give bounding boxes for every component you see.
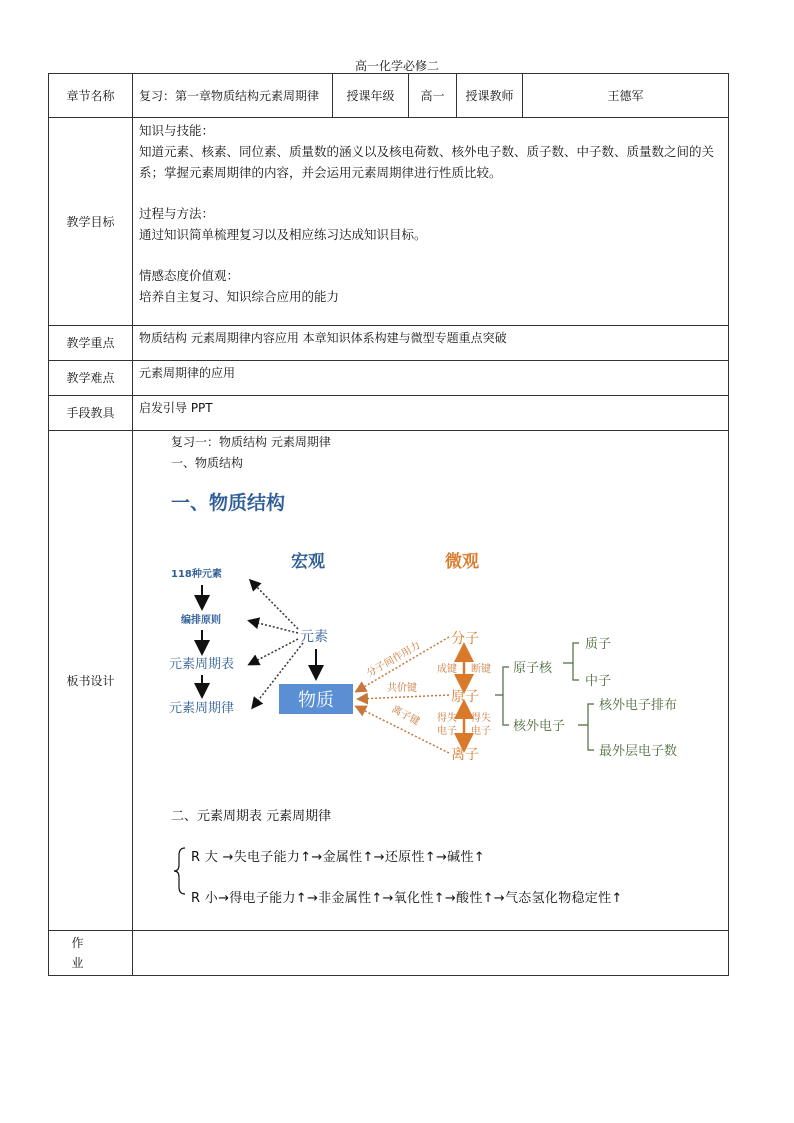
form-bond-label: 成键 [437, 664, 457, 675]
process-text: 通过知识简单梳理复习以及相应练习达成知识目标。 [139, 227, 427, 242]
review-title: 复习一：物质结构 元素周期律 [171, 435, 331, 449]
arrangement-label: 编排原则 [181, 615, 221, 626]
document-title: 高一化学必修二 [354, 59, 439, 73]
emotion-text: 培养自主复习、知识综合应用的能力 [139, 289, 340, 304]
key-points-text: 物质结构 元素周期律内容应用 本章知识体系构建与微型专题重点突破 [133, 326, 729, 361]
teacher-value: 王德军 [523, 74, 729, 118]
intermolecular-label: 分子间作用力 [365, 640, 423, 680]
lose-electron-label: 得失 [437, 713, 457, 724]
knowledge-text: 知道元素、核素、同位素、质量数的涵义以及核电荷数、核外电子数、质子数、中子数、质量数之间的关系；掌握元素周期律的内容，并会运用元素周期律进行性质比较。 [139, 144, 715, 180]
ion-label: 离子 [451, 747, 479, 763]
covalent-label: 共价键 [387, 683, 417, 694]
difficult-points-label: 教学难点 [49, 361, 133, 396]
macro-label: 宏观 [291, 552, 325, 572]
break-bond-label: 断键 [471, 664, 491, 675]
key-points-label: 教学重点 [49, 326, 133, 361]
elements118-label: 118种元素 [171, 569, 222, 580]
homework-content [133, 931, 729, 976]
tools-label: 手段教具 [49, 396, 133, 431]
homework-row [49, 931, 729, 976]
proton-label: 质子 [585, 637, 612, 652]
nucleus-brace [563, 643, 579, 680]
arrow-element-to-rule [250, 621, 298, 633]
difficult-points-text: 元素周期律的应用 [133, 361, 729, 396]
teacher-label: 授课教师 [457, 74, 523, 118]
arrow-atom-to-substance [359, 695, 449, 699]
atom-label: 原子 [451, 689, 479, 705]
extranuclear-label: 核外电子 [513, 719, 566, 734]
board-content [133, 431, 729, 931]
chapter-label: 章节名称 [49, 74, 133, 118]
electron-brace [578, 704, 594, 750]
rule-small-radius: R 小→得电子能力↑→非金属性↑→氧化性↑→酸性↑→气态氢化物稳定性↑ [191, 891, 623, 906]
arrangement-electron-label: 核外电子排布 [599, 698, 678, 713]
tools-text: 启发引导 PPT [133, 396, 729, 431]
periodic-table-label: 元素周期表 [169, 657, 235, 672]
objectives-content [133, 118, 729, 326]
neutron-label: 中子 [585, 674, 612, 689]
structure-diagram [133, 531, 729, 781]
key-points-row [49, 326, 729, 361]
arrow-element-to-table [250, 639, 298, 664]
atom-brace [495, 667, 509, 725]
emotion-title: 情感态度价值观： [139, 268, 240, 283]
difficult-points-row [49, 361, 729, 396]
structure-big-title: 一、物质结构 [171, 492, 286, 514]
homework-label: 作业 [49, 931, 133, 976]
chapter-value: 复习：第一章物质结构元素周期律 [133, 74, 333, 118]
section1-heading: 一、物质结构 [171, 456, 244, 470]
micro-label: 微观 [445, 552, 479, 572]
info-row [49, 74, 729, 118]
process-title: 过程与方法： [139, 206, 215, 221]
element-label: 元素 [300, 629, 328, 645]
board-label: 板书设计 [49, 431, 133, 931]
molecule-label: 分子 [451, 631, 479, 647]
section2-heading: 二、元素周期表 元素周期律 [171, 809, 332, 824]
objectives-label: 教学目标 [49, 118, 133, 326]
lesson-plan-table [48, 73, 729, 976]
periodic-law-label: 元素周期律 [169, 701, 235, 716]
tools-row [49, 396, 729, 431]
rule-brace [173, 847, 187, 895]
nucleus-label: 原子核 [513, 661, 553, 676]
arrow-element-to-118 [251, 581, 298, 629]
ionic-label: 离子键 [389, 703, 422, 728]
substance-label: 物质 [298, 690, 334, 711]
grade-label: 授课年级 [333, 74, 409, 118]
electron-label-2: 电子 [471, 726, 491, 737]
outermost-label: 最外层电子数 [599, 744, 678, 759]
rule-large-radius: R 大 →失电子能力↑→金属性↑→还原性↑→碱性↑ [191, 850, 485, 865]
gain-electron-label: 得失 [471, 713, 491, 724]
board-row [49, 431, 729, 931]
electron-label-1: 电子 [437, 726, 457, 737]
grade-value: 高一 [409, 74, 457, 118]
knowledge-title: 知识与技能： [139, 123, 215, 138]
objectives-row [49, 118, 729, 326]
